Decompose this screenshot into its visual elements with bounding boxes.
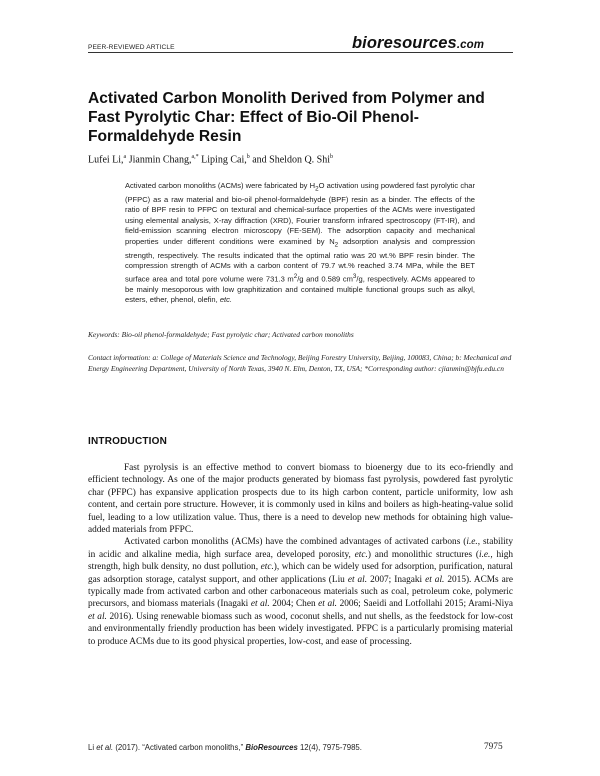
text: ), which can be widely used for adsorption, purification, natural gas adsorption storage, catalyst support, and other applications (Liu (88, 562, 514, 585)
text: 2006; Saeidi and Lotfollahi 2015; Arami-Niya (337, 599, 514, 610)
text-italic: etc. (354, 549, 368, 560)
brand-suffix: .com (456, 39, 485, 51)
abstract-text: Activated carbon monoliths (ACMs) were fabricated by H (125, 181, 316, 190)
author-affiliation: b (246, 154, 250, 160)
author-affiliation: b (330, 154, 334, 160)
header-rule (88, 52, 513, 53)
running-header-label: PEER-REVIEWED ARTICLE (88, 44, 175, 51)
abstract (125, 181, 475, 306)
text-italic: et al. (88, 611, 107, 622)
footer-text: Li (88, 743, 97, 752)
author-name: Lufei Li, (88, 154, 124, 166)
body-text (88, 462, 513, 648)
journal-brand[interactable] (352, 34, 484, 53)
author-affiliation: a (123, 154, 127, 160)
text: 2016). Using renewable biomass such as wood, coconut shells, and nut shells, as the feedstock for low-cost and environmentally friendly production has been widely investigated. PFPC is a particularly promising material to produce ACMs due to its good physical properties, low-cost, and ease of processing. (88, 611, 513, 647)
text: 2004; Chen (269, 599, 319, 610)
text: , stability in acidic and alkaline media, high surface area, developed porosity, (88, 537, 513, 560)
subscript: 2 (315, 185, 319, 193)
text-italic: et al. (250, 599, 270, 610)
text: ) and monolithic structures ( (367, 549, 479, 560)
contact-information: Contact information: a: College of Materials Science and Technology, Beijing Forestry University, Beijing, 100083, China; b: Mechanical and Energy Engineering Department, University of North Texas, 3940 N. Elm, Denton, TX, USA; *Corresponding author: cjianmin@bjfu.edu.cn (88, 353, 512, 374)
section-heading-introduction: INTRODUCTION (88, 436, 168, 447)
abstract-text: /g and 0.589 cm (297, 274, 353, 284)
text-italic: i.e. (466, 537, 478, 548)
brand-name: bioresources (352, 34, 457, 52)
abstract-text-italic: etc. (219, 295, 232, 305)
page-number: 7975 (484, 742, 503, 752)
text-italic: et al. (425, 574, 445, 585)
text-italic: et al. (347, 574, 368, 585)
author-name: Jianmin Chang, (126, 154, 192, 166)
page-footer-citation (88, 743, 513, 752)
text-italic: et al. (318, 599, 338, 610)
superscript: 2 (293, 272, 298, 280)
text: 2007; Inagaki (367, 574, 426, 585)
text: 2015). ACMs are typically made from activated carbon and other carbonaceous materials such as coal, petroleum coke, polymeric precursors, and biomass materials (Inagaki (88, 574, 514, 610)
footer-journal-name: BioResources (245, 743, 298, 752)
abstract-text: O activation using powdered fast pyrolytic char (PFPC) as a raw material and bio-oil phenol-formaldehyde (BPF) resin as a binder. The effects of the ratio of BPF resin to PFPC on textural and chemical-surface properties of the ACMs were investigated using elemental analysis, X-ray diffraction (XRD), Fourier transform infrared spectroscopy (FT-IR), and field-emission scanning electron microscopy (FE-SEM). The adsorption capacity and mechanical properties under different conditions were examined by N (125, 181, 476, 246)
footer-text: (2017). “Activated carbon monoliths,” (113, 743, 246, 752)
footer-text: 12(4), 7975-7985. (297, 743, 362, 752)
paragraph: Fast pyrolysis is an effective method to convert biomass to bioenergy due to its eco-friendly and efficient technology. As one of the major products generated by biomass fast pyrolysis, powdered fast pyrolytic char (PFPC) has expansive application prospects due to its high carbon content, particle uniformity, low ash content, and certain pore structure. However, it is commonly used in kilns and boilers as high-heating-value solid fuel, leading to a low utilization value. Thus, there is a need to develop new methods for obtaining high value-added materials from PFPC. (88, 463, 513, 536)
text-italic: etc. (260, 562, 274, 573)
footer-text-italic: et al. (96, 743, 114, 752)
author-list (88, 151, 513, 166)
author-affiliation: a,* (191, 154, 199, 160)
author-name: and Sheldon Q. Shi (249, 154, 331, 166)
text-italic: i.e. (479, 549, 491, 560)
abstract-text: /g, respectively. ACMs appeared to be mainly mesoporous with low graphitization and contained multiple functional groups such as alkyl, esters, ether, phenol, olefin, (125, 274, 475, 305)
abstract-text: adsorption analysis and compression strength, respectively. The results indicated that the optimal ratio was 20 wt.% BPF resin binder. The compression strength of ACMs with a carbon content of 79.7 wt.% reached 3.74 MPa, while the BET surface area and total pore volume were 731.3 m (125, 236, 475, 284)
author-name: Liping Cai, (198, 154, 247, 166)
text: Activated carbon monoliths (ACMs) have the combined advantages of activated carbons ( (124, 537, 467, 548)
keywords: Keywords: Bio-oil phenol-formaldehyde; Fast pyrolytic char; Activated carbon monoliths (88, 330, 354, 339)
superscript: 3 (352, 272, 357, 280)
article-title: Activated Carbon Monolith Derived from Polymer and Fast Pyrolytic Char: Effect of Bio-Oil Phenol-Formaldehyde Resin (88, 90, 485, 145)
paragraph (88, 536, 513, 648)
subscript: 2 (334, 241, 339, 249)
text: , high strength, high bulk density, no dust pollution, (88, 549, 513, 573)
